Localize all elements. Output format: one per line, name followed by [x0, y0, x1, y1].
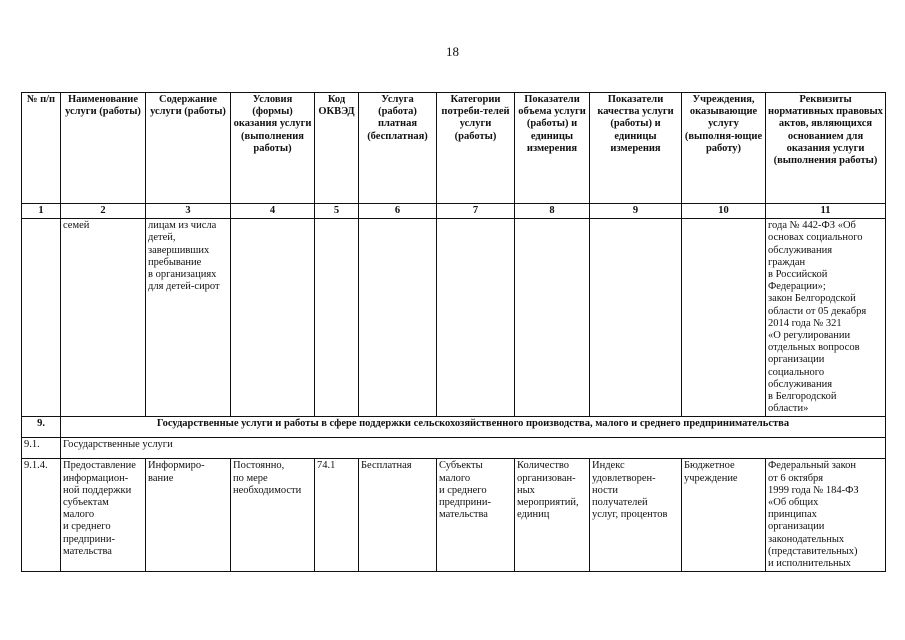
page-number: 18: [446, 44, 459, 59]
cell-quality: Индекс удовлетворен- ности получателей услуг, процентов: [590, 459, 682, 572]
column-number-row: [22, 204, 886, 219]
header-cell: Реквизиты нормативных правовых актов, являющихся основанием для оказания услуги (выполнения работы): [766, 93, 886, 204]
cell-legal-acts: Федеральный закон от 6 октября 1999 года № 184-ФЗ «Об общих принципах организации законодательных (представительных) и исполнительных: [766, 459, 886, 572]
cell-institution: Бюджетное учреждение: [682, 459, 766, 572]
header-cell: Учреждения, оказывающие услугу (выполня-ющие работу): [682, 93, 766, 204]
column-number: 6: [359, 204, 437, 219]
cell-conditions: Постоянно, по мере необходимости: [231, 459, 315, 572]
table-row: [22, 459, 886, 572]
cell-content: лицам из числа детей, завершивших пребывание в организациях для детей-сирот: [146, 219, 231, 417]
header-cell: Показатели объема услуги (работы) и единицы измерения: [515, 93, 590, 204]
cell-name: семей: [61, 219, 146, 417]
header-cell: Код ОКВЭД: [315, 93, 359, 204]
cell-volume: Количество организован- ных мероприятий, единиц: [515, 459, 590, 572]
column-number: 5: [315, 204, 359, 219]
section-row: [22, 417, 886, 438]
services-table: [21, 92, 886, 572]
table-row: [22, 219, 886, 417]
section-number: 9.: [22, 417, 61, 438]
header-cell: Наименование услуги (работы): [61, 93, 146, 204]
cell-content: Информиро- вание: [146, 459, 231, 572]
cell-num: 9.1.4.: [22, 459, 61, 572]
cell-name: Предоставление информацион- ной поддержки субъектам малого и среднего предприни- мательства: [61, 459, 146, 572]
column-number: 3: [146, 204, 231, 219]
cell-paid: [359, 219, 437, 417]
cell-consumers: Субъекты малого и среднего предприни- мательства: [437, 459, 515, 572]
cell-institution: [682, 219, 766, 417]
cell-legal-acts: года № 442-ФЗ «Об основах социального обслуживания граждан в Российской Федерации»; закон Белгородской области от 05 декабря 2014 года № 321 «О регулировании отдельных вопросов организации социального обслуживания в Белгородской области»: [766, 219, 886, 417]
header-cell: № п/п: [22, 93, 61, 204]
cell-paid: Бесплатная: [359, 459, 437, 572]
column-number: 11: [766, 204, 886, 219]
column-number: 2: [61, 204, 146, 219]
column-number: 10: [682, 204, 766, 219]
subsection-row: [22, 438, 886, 459]
cell-consumers: [437, 219, 515, 417]
subsection-number: 9.1.: [22, 438, 61, 459]
cell-okved: [315, 219, 359, 417]
column-number: 7: [437, 204, 515, 219]
cell-okved: 74.1: [315, 459, 359, 572]
column-number: 4: [231, 204, 315, 219]
header-cell: Категории потреби-телей услуги (работы): [437, 93, 515, 204]
header-cell: Услуга (работа) платная (бесплатная): [359, 93, 437, 204]
cell-quality: [590, 219, 682, 417]
column-number: 8: [515, 204, 590, 219]
column-number: 9: [590, 204, 682, 219]
column-number: 1: [22, 204, 61, 219]
header-cell: Условия (формы) оказания услуги (выполнения работы): [231, 93, 315, 204]
cell-num: [22, 219, 61, 417]
header-cell: Содержание услуги (работы): [146, 93, 231, 204]
subsection-title: Государственные услуги: [61, 438, 886, 459]
header-row: [22, 93, 886, 204]
header-cell: Показатели качества услуги (работы) и единицы измерения: [590, 93, 682, 204]
cell-volume: [515, 219, 590, 417]
section-title: Государственные услуги и работы в сфере поддержки сельскохозяйственного производства, малого и среднего предпринимательства: [61, 417, 886, 438]
cell-conditions: [231, 219, 315, 417]
